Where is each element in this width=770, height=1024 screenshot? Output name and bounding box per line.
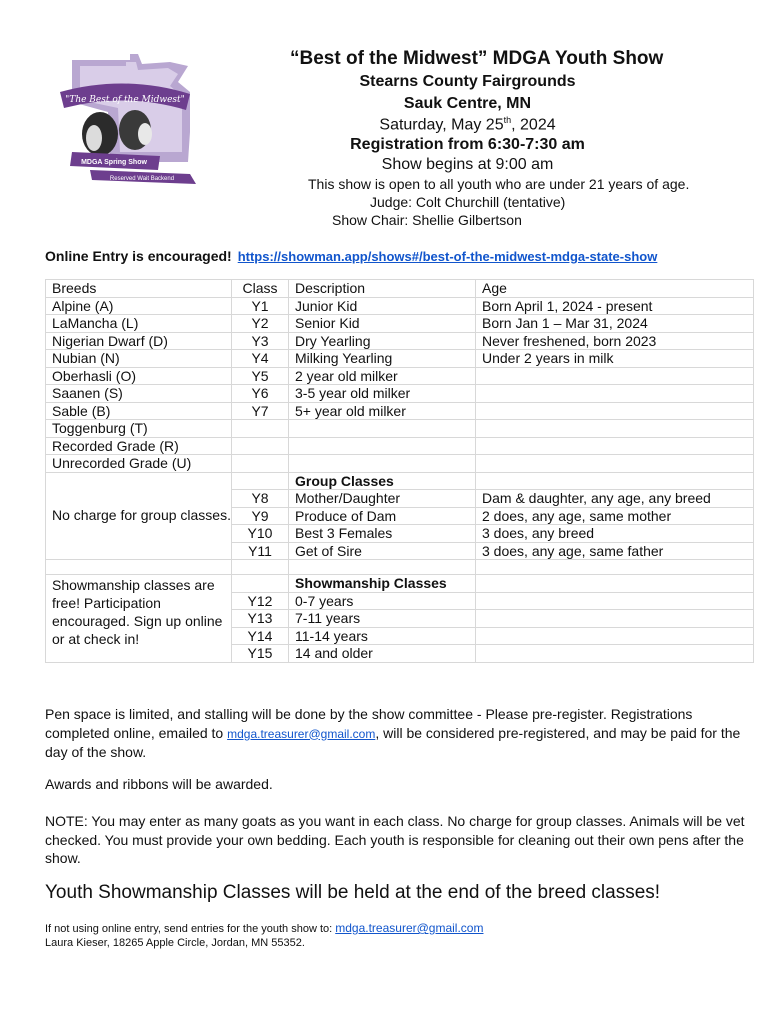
- age-cell: 3 does, any age, same father: [476, 542, 754, 560]
- breed-cell: Alpine (A): [46, 297, 232, 315]
- table-header-row: [46, 280, 754, 298]
- description-cell: 11-14 years: [289, 627, 476, 645]
- description-cell: Dry Yearling: [289, 332, 476, 350]
- spacer-cell: [46, 560, 232, 575]
- show-chair: Show Chair: Shellie Gilbertson: [332, 212, 522, 228]
- table-row: [46, 297, 754, 315]
- showmanship-heading: Showmanship Classes: [289, 575, 476, 593]
- online-entry: [45, 248, 657, 264]
- age-cell: [476, 455, 754, 473]
- note-paragraph: NOTE: You may enter as many goats as you want in each class. No charge for group classes. Animals will be vet checked. You must provide your own bedding. Each youth is responsible for cleaning out their own pens after the show.: [45, 813, 745, 866]
- breed-cell: Nigerian Dwarf (D): [46, 332, 232, 350]
- breed-cell: Oberhasli (O): [46, 367, 232, 385]
- table-row: [46, 350, 754, 368]
- table-row: [46, 315, 754, 333]
- description-cell: [289, 420, 476, 438]
- date-prefix: Saturday, May 25: [379, 116, 504, 134]
- class-cell: [232, 437, 289, 455]
- age-cell: Born Jan 1 – Mar 31, 2024: [476, 315, 754, 333]
- description-cell: [289, 455, 476, 473]
- table-row: [46, 402, 754, 420]
- description-cell: [289, 437, 476, 455]
- class-cell: Y11: [232, 542, 289, 560]
- breed-cell: Unrecorded Grade (U): [46, 455, 232, 473]
- mail-entry-line: [45, 921, 483, 935]
- breed-cell: LaMancha (L): [46, 315, 232, 333]
- p1-text-a: Pen space is limited, and stalling will be done by the show committee - Please pre-register. Registrations completed online, emailed to: [45, 706, 693, 741]
- treasurer-email-link[interactable]: mdga.treasurer@gmail.com: [227, 726, 376, 741]
- age-cell: Born April 1, 2024 - present: [476, 297, 754, 315]
- breed-cell: Sable (B): [46, 402, 232, 420]
- description-cell: 3-5 year old milker: [289, 385, 476, 403]
- header-class: Class: [232, 280, 289, 298]
- description-cell: 14 and older: [289, 645, 476, 663]
- breed-cell: Nubian (N): [46, 350, 232, 368]
- table-row: [46, 420, 754, 438]
- age-cell: [476, 437, 754, 455]
- logo-ribbon-text: Reserved Wait Backend: [109, 176, 175, 182]
- venue: Stearns County Fairgrounds: [359, 73, 576, 90]
- registration-time: Registration from 6:30-7:30 am: [350, 136, 585, 153]
- class-cell: Y6: [232, 385, 289, 403]
- class-cell: [232, 472, 289, 490]
- spacer-row: [46, 560, 754, 575]
- table-row: [46, 455, 754, 473]
- age-cell: [476, 575, 754, 593]
- class-cell: Y10: [232, 525, 289, 543]
- mailing-address: Laura Kieser, 18265 Apple Circle, Jordan, MN 55352.: [45, 937, 305, 949]
- breed-cell: Recorded Grade (R): [46, 437, 232, 455]
- header-age: Age: [476, 280, 754, 298]
- description-cell: Junior Kid: [289, 297, 476, 315]
- age-cell: 2 does, any age, same mother: [476, 507, 754, 525]
- p1-text-b: , will be considered pre-registered, and may be paid for the day of the show.: [45, 724, 741, 760]
- age-cell: [476, 645, 754, 663]
- description-cell: Best 3 Females: [289, 525, 476, 543]
- age-cell: [476, 592, 754, 610]
- age-cell: [476, 385, 754, 403]
- spacer-cell: [476, 560, 754, 575]
- online-entry-link[interactable]: https://showman.app/shows#/best-of-the-midwest-mdga-state-show: [237, 249, 658, 264]
- breed-cell: Saanen (S): [46, 385, 232, 403]
- class-cell: Y1: [232, 297, 289, 315]
- table-row: [46, 385, 754, 403]
- date-sup: th: [503, 115, 512, 125]
- description-cell: Mother/Daughter: [289, 490, 476, 508]
- description-cell: Produce of Dam: [289, 507, 476, 525]
- table-row: [46, 437, 754, 455]
- age-cell: [476, 472, 754, 490]
- logo-banner-text: MDGA Spring Show: [81, 159, 147, 166]
- description-cell: Senior Kid: [289, 315, 476, 333]
- description-cell: Get of Sire: [289, 542, 476, 560]
- show-title: “Best of the Midwest” MDGA Youth Show: [290, 48, 664, 69]
- class-cell: Y14: [232, 627, 289, 645]
- awards-paragraph: Awards and ribbons will be awarded.: [45, 776, 273, 792]
- description-cell: 5+ year old milker: [289, 402, 476, 420]
- table-row: [46, 367, 754, 385]
- age-cell: [476, 402, 754, 420]
- description-cell: 2 year old milker: [289, 367, 476, 385]
- class-cell: Y2: [232, 315, 289, 333]
- age-cell: 3 does, any breed: [476, 525, 754, 543]
- breed-cell: Toggenburg (T): [46, 420, 232, 438]
- class-cell: [232, 455, 289, 473]
- description-cell: Milking Yearling: [289, 350, 476, 368]
- description-cell: 0-7 years: [289, 592, 476, 610]
- class-cell: [232, 575, 289, 593]
- group-note: No charge for group classes.: [46, 472, 232, 560]
- age-cell: [476, 627, 754, 645]
- online-entry-label: Online Entry is encouraged!: [45, 248, 232, 264]
- foot-email-link[interactable]: mdga.treasurer@gmail.com: [335, 921, 484, 935]
- class-cell: Y7: [232, 402, 289, 420]
- group-heading-row: [46, 472, 754, 490]
- age-cell: [476, 420, 754, 438]
- class-cell: Y9: [232, 507, 289, 525]
- table-row: [46, 332, 754, 350]
- class-cell: Y15: [232, 645, 289, 663]
- age-cell: Never freshened, born 2023: [476, 332, 754, 350]
- class-cell: Y8: [232, 490, 289, 508]
- showmanship-message: Youth Showmanship Classes will be held at the end of the breed classes!: [45, 882, 661, 903]
- mdga-logo: [50, 52, 200, 187]
- city: Sauk Centre, MN: [403, 95, 532, 112]
- logo-arc-text: "The Best of the Midwest": [65, 95, 185, 105]
- header-breed: Breeds: [46, 280, 232, 298]
- date-suffix: , 2024: [511, 116, 556, 134]
- classes-table: [45, 279, 754, 663]
- class-cell: [232, 420, 289, 438]
- showmanship-note: Showmanship classes are free! Participation encouraged. Sign up online or at check in!: [46, 575, 232, 663]
- age-cell: [476, 367, 754, 385]
- show-begins: Show begins at 9:00 am: [381, 156, 554, 173]
- class-cell: Y3: [232, 332, 289, 350]
- showmanship-heading-row: [46, 575, 754, 593]
- age-cell: Dam & daughter, any age, any breed: [476, 490, 754, 508]
- age-cell: [476, 610, 754, 628]
- eligibility: This show is open to all youth who are under 21 years of age.: [308, 176, 690, 192]
- age-cell: Under 2 years in milk: [476, 350, 754, 368]
- spacer-cell: [232, 560, 289, 575]
- foot1-text: If not using online entry, send entries for the youth show to:: [45, 923, 336, 935]
- class-cell: Y13: [232, 610, 289, 628]
- show-date: [290, 115, 645, 134]
- spacer-cell: [289, 560, 476, 575]
- class-cell: Y12: [232, 592, 289, 610]
- group-heading: Group Classes: [289, 472, 476, 490]
- description-cell: 7-11 years: [289, 610, 476, 628]
- class-cell: Y5: [232, 367, 289, 385]
- pen-space-paragraph: [45, 705, 745, 762]
- judge: Judge: Colt Churchill (tentative): [370, 194, 566, 210]
- header-description: Description: [289, 280, 476, 298]
- class-cell: Y4: [232, 350, 289, 368]
